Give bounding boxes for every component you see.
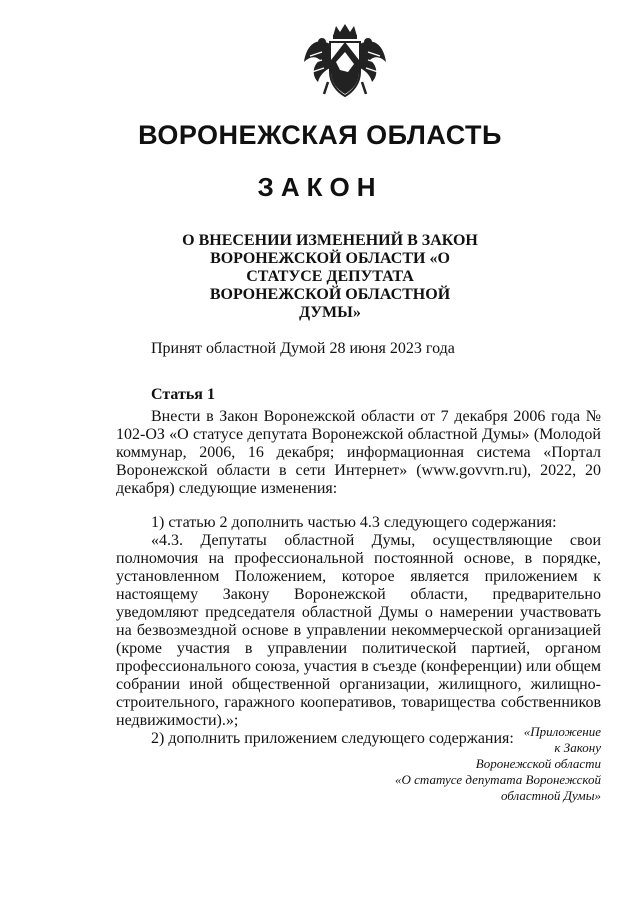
appendix-line-5: областной Думы» bbox=[500, 788, 601, 803]
region-title: ВОРОНЕЖСКАЯ ОБЛАСТЬ bbox=[138, 120, 502, 150]
adoption-date: Принят областной Думой 28 июня 2023 года bbox=[151, 340, 455, 357]
change-quote: «4.3. Депутаты областной Думы, осуществляющие свои полномочия на профессиональной постоянной основе, в порядке, установленном Положением, которое является приложением к настоящему Закону Воронежской области, предварительно уведомляют председателя областной Думы о намерении участвовать на безвозмездной основе в управлении некоммерческой организацией (кроме участия в управлении политической партией, органом профессионального союза, участия в съезде (конференции) или общем собрании иной общественной организации, жилищного, жилищно-строительного, гаражного кооперативов, товарищества собственников недвижимости).»; bbox=[116, 532, 601, 729]
document-type: ЗАКОН bbox=[257, 172, 383, 202]
article-changes bbox=[116, 514, 601, 748]
change-item-2: 2) дополнить приложением следующего содержания: bbox=[151, 730, 514, 747]
appendix-note bbox=[341, 724, 601, 804]
appendix-line-1: «Приложение bbox=[523, 724, 601, 739]
article-intro-text: Внести в Закон Воронежской области от 7 декабря 2006 года № 102-ОЗ «О статусе депутата Воронежской областной Думы» (Молодой коммунар, 2006, 16 декабря; информационная система «Портал Воронежской области в сети Интернет» (www.govvrn.ru), 2022, 20 декабря) следующие изменения: bbox=[116, 408, 601, 497]
appendix-line-4: «О статусе депутата Воронежской bbox=[395, 772, 601, 787]
change-item-1: 1) статью 2 дополнить частью 4.3 следующего содержания: bbox=[151, 514, 557, 531]
appendix-line-2: к Закону bbox=[554, 740, 601, 755]
article-heading: Статья 1 bbox=[151, 386, 215, 403]
coat-of-arms-icon bbox=[300, 22, 390, 102]
law-title: О ВНЕСЕНИИ ИЗМЕНЕНИЙ В ЗАКОН ВОРОНЕЖСКОЙ ОБЛАСТИ «О СТАТУСЕ ДЕПУТАТА ВОРОНЕЖСКОЙ ОБЛАСТНОЙ ДУМЫ» bbox=[182, 232, 478, 321]
article-intro bbox=[116, 408, 601, 498]
appendix-line-3: Воронежской области bbox=[475, 756, 601, 771]
